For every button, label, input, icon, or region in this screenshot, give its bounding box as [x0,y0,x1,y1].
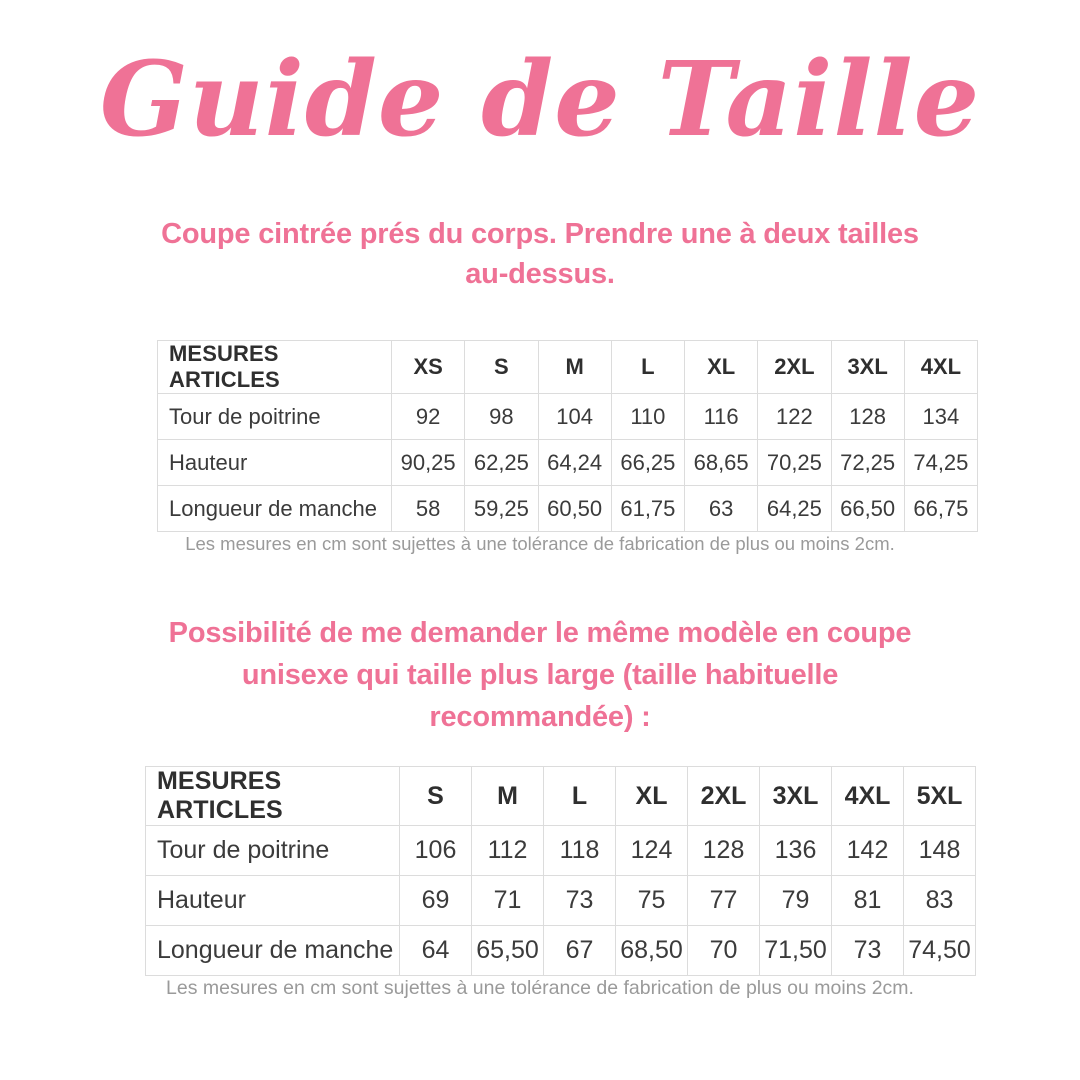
column-header-size-3xl: 3XL [760,767,832,826]
measurement-cell: 73 [832,926,904,976]
measurement-cell: 66,25 [611,440,684,486]
column-header-size-4xl: 4XL [832,767,904,826]
measurement-cell: 112 [472,826,544,876]
measurement-cell: 64,25 [758,486,831,532]
measurement-cell: 134 [904,394,977,440]
measurement-cell: 68,50 [616,926,688,976]
measurement-cell: 71 [472,876,544,926]
row-label: Tour de poitrine [146,826,400,876]
measurement-cell: 142 [832,826,904,876]
column-header-size-s: S [400,767,472,826]
column-header-measure: MESURES ARTICLES [146,767,400,826]
measurement-cell: 92 [392,394,465,440]
unisex-table-footnote: Les mesures en cm sont sujettes à une tolérance de fabrication de plus ou moins 2cm. [166,977,914,999]
column-header-size-5xl: 5XL [904,767,976,826]
column-header-size-2xl: 2XL [688,767,760,826]
table-header-row [158,341,978,394]
measurement-cell: 68,65 [685,440,758,486]
measurement-cell: 73 [544,876,616,926]
measurement-cell: 98 [465,394,538,440]
measurement-cell: 136 [760,826,832,876]
measurement-cell: 70 [688,926,760,976]
measurement-cell: 72,25 [831,440,904,486]
measurement-cell: 66,50 [831,486,904,532]
measurement-cell: 69 [400,876,472,926]
column-header-size-xl: XL [685,341,758,394]
column-header-size-3xl: 3XL [831,341,904,394]
measurement-cell: 79 [760,876,832,926]
measurement-cell: 63 [685,486,758,532]
measurement-cell: 70,25 [758,440,831,486]
column-header-size-l: L [544,767,616,826]
column-header-measure: MESURES ARTICLES [158,341,392,394]
measurement-cell: 74,50 [904,926,976,976]
column-header-size-s: S [465,341,538,394]
measurement-cell: 90,25 [392,440,465,486]
row-label: Longueur de manche [146,926,400,976]
measurement-cell: 64,24 [538,440,611,486]
table-row [158,486,978,532]
measurement-cell: 118 [544,826,616,876]
table-row [158,440,978,486]
fitted-table-header [158,341,978,394]
fitted-table-body [158,394,978,532]
fit-description-text: Coupe cintrée prés du corps. Prendre une à deux tailles au-dessus. [161,218,919,291]
measurement-cell: 66,75 [904,486,977,532]
fitted-size-table [157,340,978,532]
unisex-table-body [146,826,976,976]
measurement-cell: 64 [400,926,472,976]
measurement-cell: 62,25 [465,440,538,486]
column-header-size-2xl: 2XL [758,341,831,394]
column-header-size-xs: XS [392,341,465,394]
table-row [146,926,976,976]
measurement-cell: 77 [688,876,760,926]
measurement-cell: 122 [758,394,831,440]
fitted-table-footnote: Les mesures en cm sont sujettes à une tolérance de fabrication de plus ou moins 2cm. [185,533,895,554]
measurement-cell: 60,50 [538,486,611,532]
measurement-cell: 75 [616,876,688,926]
measurement-cell: 71,50 [760,926,832,976]
measurement-cell: 128 [688,826,760,876]
row-label: Tour de poitrine [158,394,392,440]
measurement-cell: 124 [616,826,688,876]
unisex-size-table [145,766,976,976]
measurement-cell: 65,50 [472,926,544,976]
measurement-cell: 81 [832,876,904,926]
unisex-availability-text: Possibilité de me demander le même modèle en coupe unisexe qui taille plus large (taille habituelle recommandée) : [168,617,912,734]
measurement-cell: 74,25 [904,440,977,486]
measurement-cell: 106 [400,826,472,876]
row-label: Longueur de manche [158,486,392,532]
measurement-cell: 67 [544,926,616,976]
measurement-cell: 128 [831,394,904,440]
table-row [146,876,976,926]
measurement-cell: 116 [685,394,758,440]
measurement-cell: 110 [611,394,684,440]
column-header-size-m: M [472,767,544,826]
table-row [158,394,978,440]
measurement-cell: 58 [392,486,465,532]
measurement-cell: 59,25 [465,486,538,532]
measurement-cell: 148 [904,826,976,876]
column-header-size-m: M [538,341,611,394]
page-title: Guide de Taille [99,39,981,160]
table-header-row [146,767,976,826]
measurement-cell: 61,75 [611,486,684,532]
column-header-size-4xl: 4XL [904,341,977,394]
column-header-size-l: L [611,341,684,394]
measurement-cell: 83 [904,876,976,926]
row-label: Hauteur [158,440,392,486]
table-row [146,826,976,876]
measurement-cell: 104 [538,394,611,440]
unisex-table-header [146,767,976,826]
column-header-size-xl: XL [616,767,688,826]
row-label: Hauteur [146,876,400,926]
